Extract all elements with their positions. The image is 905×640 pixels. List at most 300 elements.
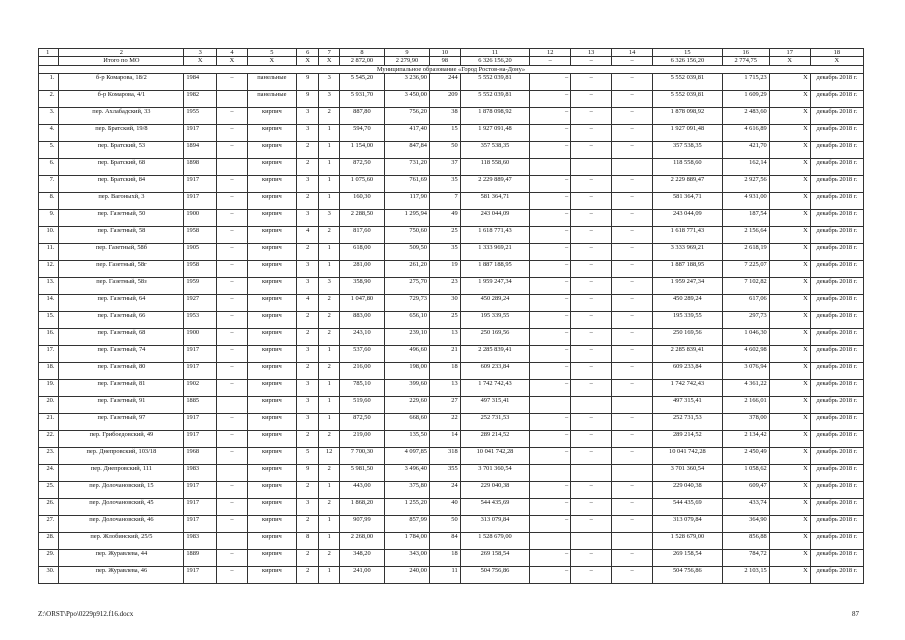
table-cell: 239,10 xyxy=(384,329,429,346)
table-cell: – xyxy=(612,380,653,397)
table-cell: 5 552 039,81 xyxy=(653,74,723,91)
table-cell: 2. xyxy=(39,91,59,108)
table-cell xyxy=(217,91,248,108)
table-cell: 6. xyxy=(39,159,59,176)
table-cell: 1 xyxy=(319,533,339,550)
table-cell: 84 xyxy=(429,533,460,550)
table-cell: пер. Газетный, 68 xyxy=(59,329,184,346)
table-cell: декабрь 2018 г. xyxy=(810,431,863,448)
table-cell: кирпич xyxy=(247,159,296,176)
table-cell xyxy=(612,397,653,414)
table-cell: 9 xyxy=(296,465,319,482)
table-cell: 4 616,89 xyxy=(722,125,769,142)
table-cell: 28. xyxy=(39,533,59,550)
table-cell: X xyxy=(769,210,810,227)
table-cell: 421,70 xyxy=(722,142,769,159)
table-cell: 35 xyxy=(429,244,460,261)
table-cell: 1 xyxy=(319,176,339,193)
table-cell: 261,20 xyxy=(384,261,429,278)
table-cell: кирпич xyxy=(247,278,296,295)
table-cell: 1917 xyxy=(184,482,217,499)
table-cell: 1917 xyxy=(184,176,217,193)
table-cell: 2 xyxy=(296,193,319,210)
table-cell: 19. xyxy=(39,380,59,397)
table-cell: 2 xyxy=(296,550,319,567)
table-cell: 2 285 839,41 xyxy=(460,346,530,363)
file-path: Z:\ORST\Ppo\0229p912.f16.docx xyxy=(38,610,134,618)
table-cell: декабрь 2018 г. xyxy=(810,329,863,346)
table-cell: 297,73 xyxy=(722,312,769,329)
table-cell: 1917 xyxy=(184,499,217,516)
table-cell: кирпич xyxy=(247,261,296,278)
table-row xyxy=(39,176,864,193)
table-cell: 1 618 771,43 xyxy=(653,227,723,244)
table-cell: кирпич xyxy=(247,397,296,414)
table-cell: декабрь 2018 г. xyxy=(810,567,863,584)
table-cell: 18 xyxy=(429,550,460,567)
table-body xyxy=(39,49,864,584)
table-cell: 1 xyxy=(319,414,339,431)
table-cell: 10. xyxy=(39,227,59,244)
table-cell: – xyxy=(217,346,248,363)
table-cell: 269 158,54 xyxy=(460,550,530,567)
table-cell: 3 496,40 xyxy=(384,465,429,482)
table-cell: 4 097,85 xyxy=(384,448,429,465)
table-cell: 23 xyxy=(429,278,460,295)
table-cell: пер. Газетный, 91 xyxy=(59,397,184,414)
table-cell: 3 xyxy=(296,210,319,227)
table-cell: 2 103,15 xyxy=(722,567,769,584)
table-cell: X xyxy=(769,74,810,91)
table-cell: – xyxy=(530,295,571,312)
table-cell: декабрь 2018 г. xyxy=(810,550,863,567)
table-cell: – xyxy=(530,278,571,295)
table-cell: – xyxy=(217,125,248,142)
table-cell: 3 xyxy=(319,278,339,295)
table-cell: 8. xyxy=(39,193,59,210)
table-cell: 25 xyxy=(429,227,460,244)
table-cell: б-р Комарова, 18/2 xyxy=(59,74,184,91)
table-row xyxy=(39,465,864,482)
table-cell: – xyxy=(571,414,612,431)
table-cell xyxy=(530,533,571,550)
table-cell: 4. xyxy=(39,125,59,142)
table-cell: – xyxy=(571,295,612,312)
table-cell: кирпич xyxy=(247,193,296,210)
table-cell: 30. xyxy=(39,567,59,584)
table-cell: декабрь 2018 г. xyxy=(810,244,863,261)
table-cell: 2 483,60 xyxy=(722,108,769,125)
table-cell: 1 xyxy=(319,193,339,210)
table-cell: 275,70 xyxy=(384,278,429,295)
table-cell: 1 xyxy=(319,261,339,278)
table-cell: – xyxy=(530,176,571,193)
table-cell: 656,10 xyxy=(384,312,429,329)
table-cell: – xyxy=(571,193,612,210)
table-cell: кирпич xyxy=(247,227,296,244)
table-cell: 12 xyxy=(530,49,571,57)
table-cell: 5 981,50 xyxy=(339,465,384,482)
column-number-row xyxy=(39,49,864,57)
table-cell: 1 959 247,34 xyxy=(460,278,530,295)
table-row xyxy=(39,448,864,465)
table-cell: X xyxy=(769,159,810,176)
table-cell: 3 xyxy=(296,261,319,278)
table-cell: 7 xyxy=(429,193,460,210)
table-cell: – xyxy=(217,363,248,380)
table-cell: 3 xyxy=(296,176,319,193)
table-cell: 2 618,19 xyxy=(722,244,769,261)
table-row xyxy=(39,380,864,397)
table-cell: декабрь 2018 г. xyxy=(810,193,863,210)
table-cell: 872,50 xyxy=(339,414,384,431)
table-cell: X xyxy=(769,363,810,380)
table-cell: пер. Газетный, 58 xyxy=(59,227,184,244)
table-cell: пер. Газетный, 64 xyxy=(59,295,184,312)
table-row xyxy=(39,567,864,584)
table-cell: 1885 xyxy=(184,397,217,414)
table-cell: – xyxy=(571,261,612,278)
table-row xyxy=(39,482,864,499)
table-cell: 5. xyxy=(39,142,59,159)
table-cell: – xyxy=(530,193,571,210)
table-cell: 817,60 xyxy=(339,227,384,244)
table-cell: 5 552 039,81 xyxy=(460,74,530,91)
table-cell: X xyxy=(769,346,810,363)
table-cell: декабрь 2018 г. xyxy=(810,499,863,516)
table-cell: X xyxy=(247,57,296,65)
table-cell: – xyxy=(217,295,248,312)
table-cell: 244 xyxy=(429,74,460,91)
table-cell: 35 xyxy=(429,176,460,193)
table-cell: X xyxy=(769,414,810,431)
table-cell: – xyxy=(612,193,653,210)
table-cell: 27 xyxy=(429,397,460,414)
table-cell: 364,90 xyxy=(722,516,769,533)
table-cell: – xyxy=(530,431,571,448)
table-cell: 1984 xyxy=(184,74,217,91)
table-cell: 544 435,69 xyxy=(460,499,530,516)
table-cell xyxy=(530,397,571,414)
table-cell: 509,50 xyxy=(384,244,429,261)
table-cell: кирпич xyxy=(247,329,296,346)
table-cell: 27. xyxy=(39,516,59,533)
table-cell: 2 xyxy=(296,516,319,533)
table-cell: 16 xyxy=(722,49,769,57)
table-cell: – xyxy=(530,74,571,91)
table-cell: 9 xyxy=(296,91,319,108)
table-cell: – xyxy=(217,482,248,499)
table-cell: 8 xyxy=(339,49,384,57)
table-cell: 21 xyxy=(429,346,460,363)
table-cell: 1 333 969,21 xyxy=(460,244,530,261)
table-cell: X xyxy=(769,448,810,465)
table-cell: 289 214,52 xyxy=(460,431,530,448)
table-cell: 1 887 188,95 xyxy=(653,261,723,278)
table-cell: 2 288,50 xyxy=(339,210,384,227)
table-cell: – xyxy=(612,295,653,312)
table-cell: – xyxy=(571,142,612,159)
table-cell: 13 xyxy=(571,49,612,57)
table-cell: X xyxy=(769,57,810,65)
table-cell: – xyxy=(217,329,248,346)
table-cell: 756,20 xyxy=(384,108,429,125)
table-cell: – xyxy=(571,516,612,533)
table-cell: 1917 xyxy=(184,516,217,533)
table-cell: 668,60 xyxy=(384,414,429,431)
table-cell: пер. Газетный, 58б xyxy=(59,244,184,261)
table-cell: X xyxy=(769,244,810,261)
table-cell: – xyxy=(612,414,653,431)
table-cell: 3 xyxy=(319,91,339,108)
table-cell: – xyxy=(571,346,612,363)
table-cell: 243 044,09 xyxy=(653,210,723,227)
table-cell: 2 xyxy=(319,108,339,125)
table-cell: 1 959 247,34 xyxy=(653,278,723,295)
table-cell: 1 927 091,48 xyxy=(460,125,530,142)
table-cell: пер. Днепровский, 103/18 xyxy=(59,448,184,465)
table-cell: 229 040,38 xyxy=(653,482,723,499)
table-cell: 1889 xyxy=(184,550,217,567)
table-cell: 2 xyxy=(296,363,319,380)
table-cell: 2 134,42 xyxy=(722,431,769,448)
table-cell: декабрь 2018 г. xyxy=(810,227,863,244)
table-row xyxy=(39,295,864,312)
table-cell: 21. xyxy=(39,414,59,431)
table-cell: 50 xyxy=(429,142,460,159)
table-cell xyxy=(530,465,571,482)
table-cell: 1 xyxy=(319,159,339,176)
table-cell: 1894 xyxy=(184,142,217,159)
table-cell: кирпич xyxy=(247,380,296,397)
table-cell: – xyxy=(530,227,571,244)
table-cell: 872,50 xyxy=(339,159,384,176)
table-cell: 11 xyxy=(460,49,530,57)
table-cell: 1 xyxy=(319,380,339,397)
table-cell: 3 xyxy=(296,125,319,142)
table-cell: 348,20 xyxy=(339,550,384,567)
table-cell: X xyxy=(769,91,810,108)
table-cell: – xyxy=(571,244,612,261)
table-cell: декабрь 2018 г. xyxy=(810,176,863,193)
table-cell: 49 xyxy=(429,210,460,227)
table-cell: панельные xyxy=(247,74,296,91)
table-cell: 537,60 xyxy=(339,346,384,363)
table-cell: 241,00 xyxy=(339,567,384,584)
table-cell: 19 xyxy=(429,261,460,278)
table-cell: – xyxy=(530,329,571,346)
table-cell: X xyxy=(296,57,319,65)
table-cell: 240,00 xyxy=(384,567,429,584)
table-cell: X xyxy=(769,482,810,499)
table-cell: 417,40 xyxy=(384,125,429,142)
table-cell: кирпич xyxy=(247,363,296,380)
table-cell: – xyxy=(612,329,653,346)
table-cell: 4 931,00 xyxy=(722,193,769,210)
table-cell: кирпич xyxy=(247,448,296,465)
table-cell: X xyxy=(769,108,810,125)
table-cell: 2 229 889,47 xyxy=(460,176,530,193)
table-cell: 1 047,80 xyxy=(339,295,384,312)
table-cell: 1968 xyxy=(184,448,217,465)
table-cell: 13. xyxy=(39,278,59,295)
table-cell: – xyxy=(612,74,653,91)
table-cell: декабрь 2018 г. xyxy=(810,482,863,499)
table-cell: 1 878 098,92 xyxy=(460,108,530,125)
table-cell: 731,20 xyxy=(384,159,429,176)
table-cell: – xyxy=(612,312,653,329)
table-cell: 17 xyxy=(769,49,810,57)
table-cell: – xyxy=(612,482,653,499)
table-cell: 3 450,00 xyxy=(384,91,429,108)
table-cell: – xyxy=(571,448,612,465)
table-cell: пер. Газетный, 66 xyxy=(59,312,184,329)
table-cell: 497 315,41 xyxy=(653,397,723,414)
table-cell: 433,74 xyxy=(722,499,769,516)
table-cell: 443,00 xyxy=(339,482,384,499)
table-cell: 594,70 xyxy=(339,125,384,142)
table-cell: – xyxy=(571,108,612,125)
table-cell: 519,60 xyxy=(339,397,384,414)
table-cell: 1900 xyxy=(184,210,217,227)
table-cell: – xyxy=(217,431,248,448)
table-cell: 450 289,24 xyxy=(653,295,723,312)
table-cell: 2 xyxy=(296,329,319,346)
table-cell: 1 528 679,00 xyxy=(653,533,723,550)
table-cell: пер. Долочановский, 15 xyxy=(59,482,184,499)
table-cell: 1983 xyxy=(184,533,217,550)
table-cell: 1 075,60 xyxy=(339,176,384,193)
table-cell: декабрь 2018 г. xyxy=(810,278,863,295)
table-row xyxy=(39,516,864,533)
table-cell: 6 326 156,20 xyxy=(653,57,723,65)
table-cell: 4 xyxy=(296,295,319,312)
table-cell: 16. xyxy=(39,329,59,346)
table-cell: X xyxy=(769,312,810,329)
table-cell: панельные xyxy=(247,91,296,108)
table-cell xyxy=(217,397,248,414)
table-cell: 118 558,60 xyxy=(653,159,723,176)
table-cell: – xyxy=(530,363,571,380)
table-cell: 497 315,41 xyxy=(460,397,530,414)
table-cell: 1953 xyxy=(184,312,217,329)
table-cell: 1927 xyxy=(184,295,217,312)
table-cell: – xyxy=(612,431,653,448)
table-cell: 1 xyxy=(319,482,339,499)
table-cell: 2 xyxy=(296,312,319,329)
table-cell: 1 255,20 xyxy=(384,499,429,516)
table-cell: декабрь 2018 г. xyxy=(810,448,863,465)
table-cell: кирпич xyxy=(247,465,296,482)
table-row xyxy=(39,227,864,244)
table-cell: 1 046,30 xyxy=(722,329,769,346)
table-cell: декабрь 2018 г. xyxy=(810,465,863,482)
table-cell: – xyxy=(571,278,612,295)
table-cell: – xyxy=(530,567,571,584)
table-cell: кирпич xyxy=(247,567,296,584)
table-cell: пер. Газетный, 80 xyxy=(59,363,184,380)
table-cell: – xyxy=(612,91,653,108)
table-cell: – xyxy=(217,108,248,125)
table-cell: 14. xyxy=(39,295,59,312)
table-cell: 13 xyxy=(429,329,460,346)
table-cell: декабрь 2018 г. xyxy=(810,159,863,176)
table-cell: 609 233,84 xyxy=(460,363,530,380)
table-row xyxy=(39,312,864,329)
table-cell: 1959 xyxy=(184,278,217,295)
table-cell: 1 887 188,95 xyxy=(460,261,530,278)
table-cell: пер. Братский, 19/8 xyxy=(59,125,184,142)
table-cell: кирпич xyxy=(247,210,296,227)
table-cell: – xyxy=(217,567,248,584)
table-cell: – xyxy=(612,278,653,295)
table-cell: декабрь 2018 г. xyxy=(810,108,863,125)
table-cell: пер. Газетный, 81 xyxy=(59,380,184,397)
table-cell: X xyxy=(184,57,217,65)
table-cell: 23. xyxy=(39,448,59,465)
table-cell: 187,54 xyxy=(722,210,769,227)
table-cell: 609,47 xyxy=(722,482,769,499)
table-cell: X xyxy=(319,57,339,65)
table-cell: X xyxy=(769,550,810,567)
table-cell: 1. xyxy=(39,74,59,91)
table-cell: декабрь 2018 г. xyxy=(810,516,863,533)
table-cell: 761,69 xyxy=(384,176,429,193)
table-cell: 784,72 xyxy=(722,550,769,567)
table-cell: 1 742 742,43 xyxy=(460,380,530,397)
table-cell: X xyxy=(769,397,810,414)
table-cell: 2 xyxy=(319,550,339,567)
table-cell: 313 079,84 xyxy=(653,516,723,533)
table-cell: 750,60 xyxy=(384,227,429,244)
table-cell: 2 xyxy=(59,49,184,57)
table-cell: декабрь 2018 г. xyxy=(810,533,863,550)
table-cell: 1 154,00 xyxy=(339,142,384,159)
table-cell: 2 xyxy=(319,312,339,329)
table-row xyxy=(39,159,864,176)
table-cell: 50 xyxy=(429,516,460,533)
table-cell: – xyxy=(530,108,571,125)
table-cell: 252 731,53 xyxy=(653,414,723,431)
table-cell: 20. xyxy=(39,397,59,414)
table-cell: 1917 xyxy=(184,567,217,584)
table-cell: – xyxy=(612,227,653,244)
table-cell: 24. xyxy=(39,465,59,482)
table-cell: – xyxy=(217,244,248,261)
table-cell: декабрь 2018 г. xyxy=(810,295,863,312)
table-cell: 269 158,54 xyxy=(653,550,723,567)
table-cell: 1 784,00 xyxy=(384,533,429,550)
table-cell: 15 xyxy=(653,49,723,57)
table-cell: 18 xyxy=(429,363,460,380)
table-cell: 12 xyxy=(319,448,339,465)
table-cell: 3 xyxy=(296,397,319,414)
table-cell: – xyxy=(530,499,571,516)
table-cell: 1917 xyxy=(184,431,217,448)
table-cell: – xyxy=(571,176,612,193)
table-cell xyxy=(612,533,653,550)
table-cell: 318 xyxy=(429,448,460,465)
table-cell: – xyxy=(612,550,653,567)
table-cell: – xyxy=(530,414,571,431)
table-row xyxy=(39,142,864,159)
total-row xyxy=(39,57,864,65)
table-cell: – xyxy=(217,380,248,397)
table-cell: декабрь 2018 г. xyxy=(810,312,863,329)
table-cell: 37 xyxy=(429,159,460,176)
table-cell: 3 xyxy=(296,380,319,397)
table-cell: 117,90 xyxy=(384,193,429,210)
